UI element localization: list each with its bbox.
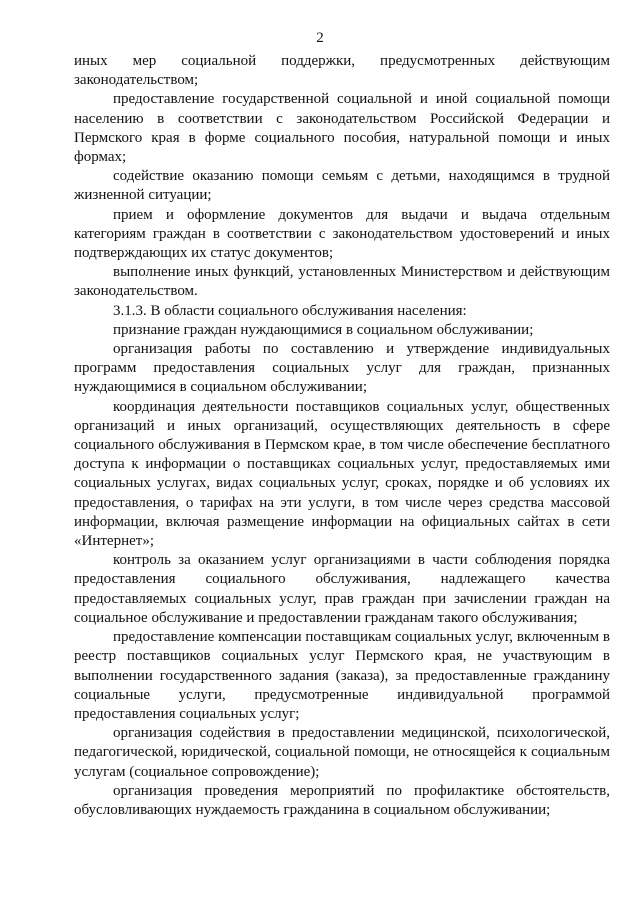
paragraph-4: прием и оформление документов для выдачи и выдача отдельным категориям граждан в соответствии с законодательством удостоверений и иных подтверждающих их статус документов; [74, 206, 610, 262]
document-body [74, 52, 610, 820]
paragraph-7: признание граждан нуждающимися в социальном обслуживании; [113, 321, 534, 338]
paragraph-12: организация содействия в предоставлении медицинской, психологической, педагогической, юридической, социальной помощи, не относящейся к социальным услугам (социальное сопровождение); [74, 725, 610, 780]
paragraph-8: организация работы по составлению и утверждение индивидуальных программ предоставления социальных услуг для граждан, признанных нуждающимися в социальном обслуживании; [74, 341, 610, 396]
page-number: 2 [316, 30, 324, 46]
paragraph-10: контроль за оказанием услуг организациями в части соблюдения порядка предоставления социального обслуживания, надлежащего качества предоставляемых социальных услуг, прав граждан при зачислении граждан на социальное обслуживание и предоставлении гражданам такого обслуживания; [74, 552, 610, 626]
paragraph-5: выполнение иных функций, установленных Министерством и действующим законодательством. [74, 264, 610, 300]
paragraph-9: координация деятельности поставщиков социальных услуг, общественных организаций и иных организаций, осуществляющих деятельность в сфере социального обслуживания в Пермском крае, в том числе обеспечение бесплатного доступа к информации о поставщиках социальных услуг, предоставляемых ими социальных услугах, видах социальных услуг, сроках, порядке и об условиях их предоставления, о тарифах на эти услуги, в том числе через средства массовой информации, включая размещение информации на официальных сайтах в сети «Интернет»; [74, 398, 610, 550]
paragraph-3: содействие оказанию помощи семьям с детьми, находящимся в трудной жизненной ситуации; [74, 168, 610, 204]
paragraph-11: предоставление компенсации поставщикам социальных услуг, включенным в реестр поставщиков социальных услуг Пермского края, не участвующим в выполнении государственного задания (заказа), за предоставленные гражданину социальные услуги, предусмотренные индивидуальной программой предоставления социальных услуг; [74, 629, 610, 722]
paragraph-2: предоставление государственной социальной и иной социальной помощи населению в соответствии с законодательством Российской Федерации и Пермского края в форме социального пособия, натуральной помощи и иных формах; [74, 91, 610, 166]
paragraph-13: организация проведения мероприятий по профилактике обстоятельств, обусловливающих нуждаемость гражданина в социальном обслуживании; [74, 782, 610, 818]
section-heading-3-1-3: 3.1.3. В области социального обслуживания населения: [113, 302, 467, 319]
paragraph-1: иных мер социальной поддержки, предусмотренных действующим законодательством; [74, 53, 610, 89]
